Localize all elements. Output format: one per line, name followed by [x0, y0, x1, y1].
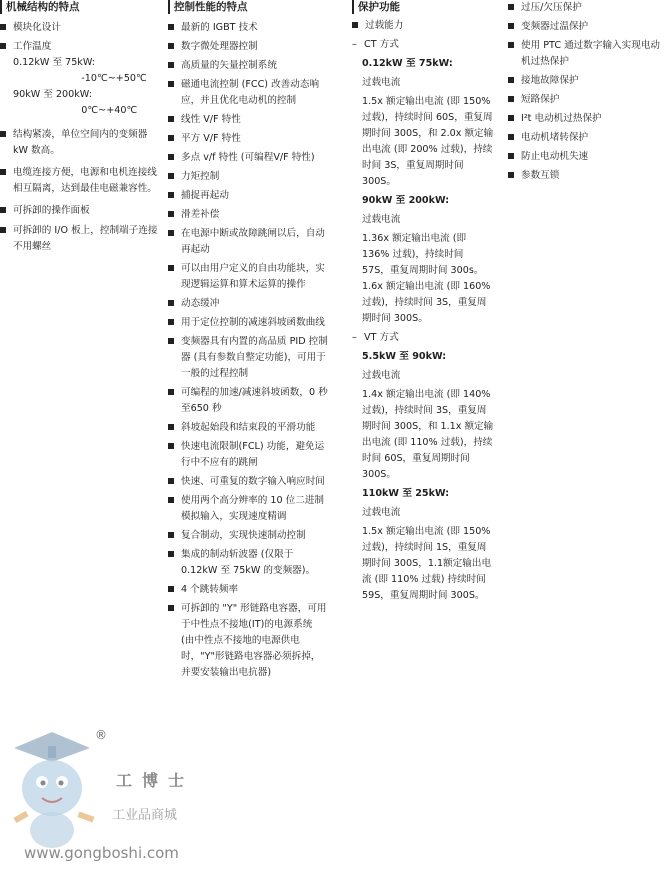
list-item: 快速、可重复的数字输入响应时间: [168, 474, 328, 490]
range-heading: 0.12kW 至 75kW:: [362, 58, 453, 69]
list-item: 使用两个高分辨率的 10 位二进制模拟输入，实现速度精调: [168, 493, 328, 525]
section-title: 机械结构的特点: [0, 0, 160, 14]
dash-icon: –: [352, 39, 357, 50]
bullet-square-icon: [168, 478, 174, 484]
list-item: 电动机堵转保护: [508, 130, 664, 146]
list-item: 复合制动，实现快速制动控制: [168, 528, 328, 544]
registered-mark: ®: [95, 728, 107, 742]
list-item: 变频器具有内置的高品质 PID 控制器 (具有参数自整定功能)，可用于一般的过程控制: [168, 334, 328, 382]
watermark-url: www.gongboshi.com: [24, 844, 179, 862]
bullet-square-icon: [168, 116, 174, 122]
bullet-square-icon: [168, 424, 174, 430]
list-item: 可编程的加速/减速斜坡函数，0 秒至650 秒: [168, 385, 328, 417]
temp-line: 0.12kW 至 75kW:: [13, 57, 96, 68]
list-item: 快速电流限制(FCL) 功能，避免运行中不应有的跳闸: [168, 439, 328, 471]
overload-heading: 过载电流: [362, 214, 401, 225]
bullet-square-icon: [508, 77, 514, 83]
list-item: 多点 v/f 特性 (可编程V/F 特性): [168, 150, 328, 166]
list-item: 磁通电流控制 (FCC) 改善动态响应，并且优化电动机的控制: [168, 77, 328, 109]
mode-heading: – CT 方式: [352, 37, 494, 53]
list-item: 过压/欠压保护: [508, 0, 664, 16]
list-item: 动态缓冲: [168, 296, 328, 312]
list-item: 使用 PTC 通过数字输入实现电动机过热保护: [508, 38, 664, 70]
bullet-square-icon: [0, 169, 6, 175]
feature-list: [168, 20, 328, 681]
overload-heading: 过载电流: [362, 77, 401, 88]
bullet-square-icon: [0, 227, 6, 233]
overload-text: 1.36x 额定输出电流 (即 136% 过载)，持续时间 57S，重复周期时间 300s。1.6x 额定输出电流 (即 160% 过载)，持续时间 3S，重复周期时间 300S。: [362, 233, 491, 324]
bullet-square-icon: [0, 24, 6, 30]
section-title: 控制性能的特点: [168, 0, 328, 14]
watermark-subtitle: 工业品商城: [112, 808, 178, 823]
bullet-square-icon: [168, 81, 174, 87]
bullet-square-icon: [508, 96, 514, 102]
list-item: 最新的 IGBT 技术: [168, 20, 328, 36]
list-item: 力矩控制: [168, 169, 328, 185]
list-item: 平方 V/F 特性: [168, 131, 328, 147]
list-item: 参数互锁: [508, 168, 664, 184]
list-item: 结构紧凑，单位空间内的变频器 kW 数高。: [0, 127, 160, 159]
list-item: 接地故障保护: [508, 73, 664, 89]
column-protection: [352, 0, 494, 604]
range-heading: 5.5kW 至 90kW:: [362, 351, 447, 362]
list-item: 可拆卸的 "Y" 形链路电容器，可用于中性点不接地(IT)的电源系统 (由中性点不接地的电源供电时，"Y"形链路电容器必须拆掉，并要安装输出电抗器): [168, 601, 328, 681]
bullet-square-icon: [508, 23, 514, 29]
overload-heading: 过载电流: [362, 370, 401, 381]
temp-line: 0℃~+40℃: [63, 105, 138, 116]
list-item: 可以由用户定义的自由功能块，实现逻辑运算和算术运算的操作: [168, 261, 328, 293]
list-item: 用于定位控制的减速斜坡函数曲线: [168, 315, 328, 331]
bullet-square-icon: [168, 319, 174, 325]
list-item: 在电源中断或故障跳闸以后，自动再起动: [168, 226, 328, 258]
list-item: I²t 电动机过热保护: [508, 111, 664, 127]
mode-heading: – VT 方式: [352, 330, 494, 346]
bullet-square-icon: [0, 43, 6, 49]
range-heading: 90kW 至 200kW:: [362, 195, 450, 206]
list-item: 变频器过温保护: [508, 19, 664, 35]
bullet-square-icon: [168, 389, 174, 395]
list-item: 线性 V/F 特性: [168, 112, 328, 128]
list-item: 捕捉再起动: [168, 188, 328, 204]
column-protection-list: [508, 0, 664, 184]
bullet-square-icon: [168, 192, 174, 198]
bullet-square-icon: [168, 300, 174, 306]
watermark-brand: 工博士: [116, 771, 195, 790]
bullet-square-icon: [508, 42, 514, 48]
protection-list: [508, 0, 664, 184]
bullet-square-icon: [168, 43, 174, 49]
bullet-square-icon: [508, 4, 514, 10]
list-item: 4 个跳转频率: [168, 582, 328, 598]
bullet-square-icon: [168, 532, 174, 538]
list-item: 工作温度 0.12kW 至 75kW: -10℃~+50℃ 90kW 至 200kW: 0℃~+40℃: [0, 39, 160, 119]
list-item: 集成的制动斩波器 (仅限于 0.12kW 至 75kW 的变频器)。: [168, 547, 328, 579]
list-item: 模块化设计: [0, 20, 160, 36]
bullet-square-icon: [0, 131, 6, 137]
list-item: 滑差补偿: [168, 207, 328, 223]
bullet-square-icon: [168, 62, 174, 68]
list-item: 电缆连接方便，电源和电机连接线相互隔离，达到最佳电磁兼容性。: [0, 165, 160, 197]
bullet-square-icon: [168, 443, 174, 449]
bullet-square-icon: [168, 265, 174, 271]
bullet-square-icon: [168, 230, 174, 236]
bullet-square-icon: [168, 173, 174, 179]
dash-icon: –: [352, 332, 357, 343]
overload-text: 1.5x 额定输出电流 (即 150% 过载)，持续时间 60S，重复周期时间 300S，和 2.0x 额定输出电流 (即 200% 过载)，持续时间 3S，重复周期时间 300S。: [362, 96, 494, 187]
bullet-square-icon: [508, 115, 514, 121]
list-item: 斜坡起始段和结束段的平滑功能: [168, 420, 328, 436]
column-control-performance: [168, 0, 328, 681]
list-item: 可拆卸的 I/O 板上，控制端子连接不用螺丝: [0, 223, 160, 255]
bullet-square-icon: [168, 586, 174, 592]
bullet-square-icon: [508, 153, 514, 159]
list-item: 过载能力: [352, 18, 494, 34]
overload-heading: 过载电流: [362, 507, 401, 518]
column-mechanical: [0, 0, 160, 255]
bullet-square-icon: [168, 135, 174, 141]
range-heading: 110kW 至 25kW:: [362, 488, 450, 499]
bullet-square-icon: [352, 22, 358, 28]
list-item: 短路保护: [508, 92, 664, 108]
bullet-square-icon: [168, 24, 174, 30]
list-item: 高质量的矢量控制系统: [168, 58, 328, 74]
bullet-square-icon: [168, 154, 174, 160]
bullet-square-icon: [168, 338, 174, 344]
temp-line: -10℃~+50℃: [63, 73, 147, 84]
overload-text: 1.4x 额定输出电流 (即 140% 过载)，持续时间 3S，重复周期时间 300S，和 1.1x 额定输出电流 (即 110% 过载)，持续时间 60S，重复周期时间 300S。: [362, 389, 494, 480]
section-title: 保护功能: [352, 0, 494, 14]
list-item: 防止电动机失速: [508, 149, 664, 165]
bullet-square-icon: [508, 134, 514, 140]
list-item: 数字微处理器控制: [168, 39, 328, 55]
bullet-square-icon: [168, 497, 174, 503]
bullet-square-icon: [168, 551, 174, 557]
list-item: 可拆卸的操作面板: [0, 203, 160, 219]
bullet-square-icon: [508, 172, 514, 178]
bullet-square-icon: [0, 207, 6, 213]
bullet-square-icon: [168, 605, 174, 611]
temp-line: 90kW 至 200kW:: [13, 89, 92, 100]
overload-text: 1.5x 额定输出电流 (即 150% 过载)，持续时间 1S，重复周期时间 300S，1.1额定输出电流 (即 110% 过载) 持续时间 59S，重复周期时间 300S。: [362, 526, 492, 601]
bullet-square-icon: [168, 211, 174, 217]
